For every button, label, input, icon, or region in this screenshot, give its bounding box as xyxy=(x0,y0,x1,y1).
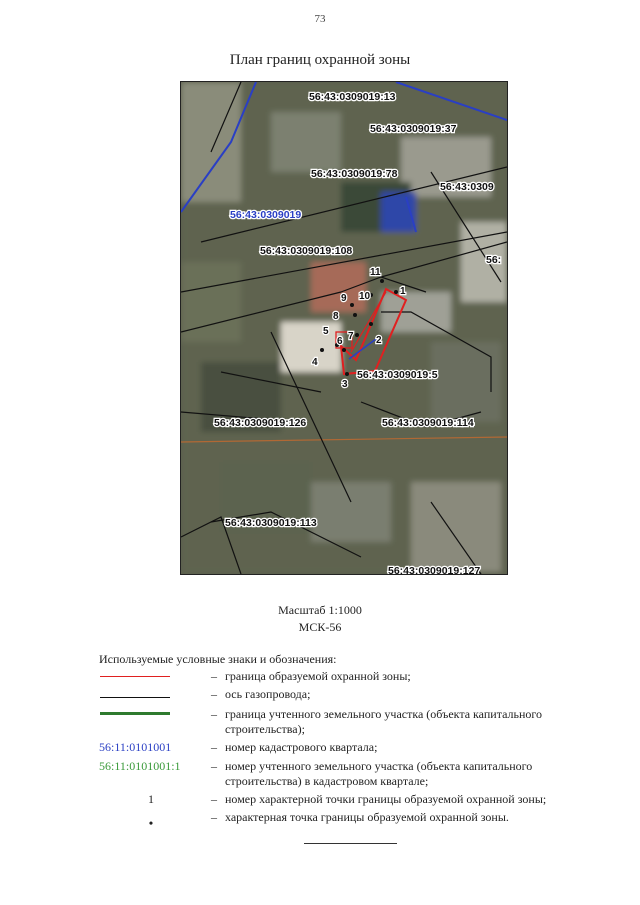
parcel-label: 56:43:0309019:78 xyxy=(311,168,398,180)
characteristic-point-dot xyxy=(345,372,349,376)
legend-item-parcel-boundary xyxy=(99,707,599,737)
legend-dash: – xyxy=(211,687,217,701)
legend-dash: – xyxy=(211,792,217,806)
map-svg xyxy=(181,82,507,574)
page-number: 73 xyxy=(314,13,326,25)
legend-description: номер учтенного земельного участка (объекта капитального строительства) в кадастровом квартале; xyxy=(225,759,533,788)
characteristic-point-dot xyxy=(380,279,384,283)
point-number: 4 xyxy=(312,357,318,368)
legend-dash: – xyxy=(211,669,217,683)
legend xyxy=(99,652,599,828)
point-number: 5 xyxy=(323,326,329,337)
characteristic-point-dot xyxy=(320,348,324,352)
quarter-label: 56:43:0309019 xyxy=(230,209,302,221)
point-number: 11 xyxy=(370,267,381,278)
point-number-symbol: 1 xyxy=(148,792,154,806)
satellite-imagery xyxy=(181,82,507,574)
point-number: 3 xyxy=(342,379,348,390)
parcel-label: 56:43:0309019:127 xyxy=(388,565,481,574)
point-number: 8 xyxy=(333,311,339,322)
characteristic-point-dot xyxy=(369,322,373,326)
green-number-symbol: 56:11:0101001:1 xyxy=(99,759,181,773)
characteristic-point-dot xyxy=(353,313,357,317)
black-line-symbol xyxy=(100,697,170,698)
point-number: 9 xyxy=(341,293,347,304)
legend-dash: – xyxy=(211,707,217,721)
point-dot-symbol: • xyxy=(148,816,154,830)
parcel-label: 56:43:0309019:37 xyxy=(370,123,457,135)
legend-item-zone-boundary xyxy=(99,669,599,684)
legend-item-point xyxy=(99,810,599,830)
point-number: 7 xyxy=(348,331,354,342)
legend-description: граница учтенного земельного участка (объекта капитального строительства); xyxy=(225,707,543,736)
legend-item-parcel-number xyxy=(99,759,599,789)
parcel-label: 56:43:0309019:126 xyxy=(214,417,307,429)
legend-dash: – xyxy=(211,810,217,824)
scale-label: Масштаб 1:1000 xyxy=(278,603,362,617)
document-title: План границ охранной зоны xyxy=(229,52,411,68)
point-number: 2 xyxy=(376,335,382,346)
legend-item-point-number xyxy=(99,792,599,807)
parcel-label: 56: xyxy=(486,254,502,266)
legend-dash: – xyxy=(211,759,217,773)
parcel-label: 56:43:0309019:5 xyxy=(357,369,438,381)
coordinate-system-label: МСК-56 xyxy=(298,620,342,634)
legend-item-gas-axis xyxy=(99,687,599,702)
footer-divider xyxy=(304,843,397,844)
point-number: 10 xyxy=(359,291,371,302)
blue-number-symbol: 56:11:0101001 xyxy=(99,740,172,754)
legend-description: ось газопровода; xyxy=(225,687,311,701)
legend-description: номер кадастрового квартала; xyxy=(225,740,378,754)
characteristic-point-dot xyxy=(355,333,359,337)
parcel-label: 56:43:0309019:108 xyxy=(260,245,353,257)
legend-item-quarter-number xyxy=(99,740,599,755)
cadastral-map xyxy=(180,81,508,575)
parcel-label: 56:43:0309 xyxy=(440,181,494,193)
scale-block xyxy=(0,602,640,636)
parcel-label: 56:43:0309019:13 xyxy=(309,91,396,103)
characteristic-point-dot xyxy=(350,303,354,307)
legend-heading: Используемые условные знаки и обозначения: xyxy=(99,652,337,666)
characteristic-point-dot xyxy=(342,348,346,352)
parcel-label: 56:43:0309019:114 xyxy=(382,417,474,429)
legend-description: характерная точка границы образуемой охранной зоны. xyxy=(225,810,509,824)
green-line-symbol xyxy=(100,712,170,715)
parcel-label: 56:43:0309019:113 xyxy=(225,517,317,529)
characteristic-point-dot xyxy=(394,290,398,294)
point-number: 6 xyxy=(337,336,343,347)
legend-dash: – xyxy=(211,740,217,754)
legend-description: номер характерной точки границы образуемой охранной зоны; xyxy=(225,792,547,806)
red-line-symbol xyxy=(100,676,170,677)
point-number: 1 xyxy=(400,286,406,297)
legend-description: граница образуемой охранной зоны; xyxy=(225,669,411,683)
